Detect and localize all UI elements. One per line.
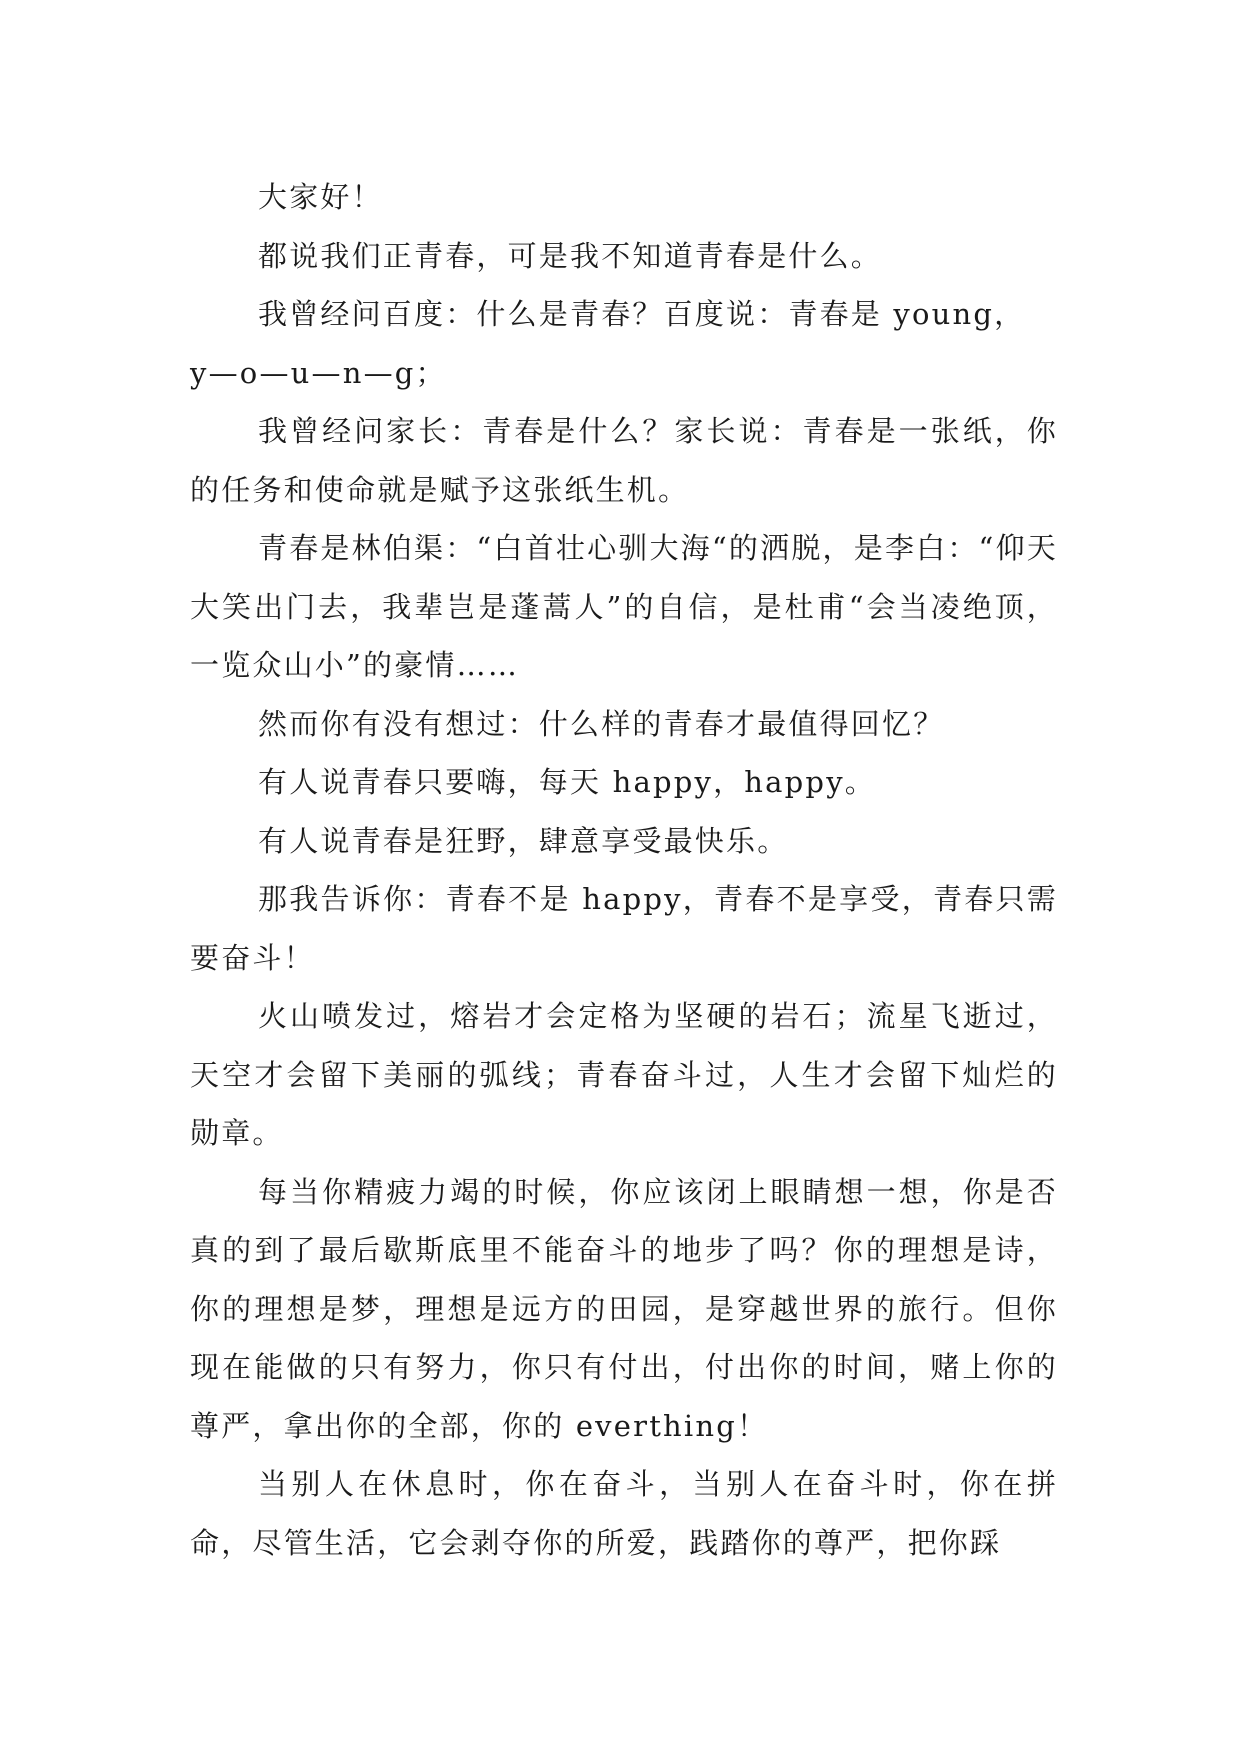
paragraph-3: 我曾经问百度：什么是青春？百度说：青春是 young， bbox=[258, 297, 1026, 331]
paragraph-12: 当别人在休息时，你在奋斗，当别人在奋斗时，你在拼命，尽管生活，它会剥夺你的所爱，践踏你的尊严，把你踩 bbox=[190, 1467, 1058, 1560]
paragraph-9: 那我告诉你：青春不是 happy，青春不是享受，青春只需要奋斗！ bbox=[190, 882, 1058, 975]
paragraph-8: 有人说青春是狂野，肆意享受最快乐。 bbox=[258, 823, 789, 858]
paragraph-10: 火山喷发过，熔岩才会定格为坚硬的岩石；流星飞逝过，天空才会留下美丽的弧线；青春奋斗过，人生才会留下灿烂的勋章。 bbox=[190, 999, 1058, 1150]
paragraph-7: 有人说青春只要嗨，每天 happy，happy。 bbox=[258, 765, 876, 799]
paragraph-5: 青春是林伯渠：“白首壮心驯大海“的洒脱，是李白：“仰天大笑出门去，我辈岂是蓬蒿人”的自信，是杜甫“会当凌绝顶，一览众山小”的豪情…… bbox=[190, 531, 1058, 682]
paragraph-1: 大家好！ bbox=[258, 180, 383, 214]
paragraph-3-continuation: y—o—u—n—g； bbox=[190, 355, 447, 390]
document-body bbox=[190, 168, 1058, 1572]
paragraph-11: 每当你精疲力竭的时候，你应该闭上眼睛想一想，你是否真的到了最后歇斯底里不能奋斗的地步了吗？你的理想是诗，你的理想是梦，理想是远方的田园，是穿越世界的旅行。但你现在能做的只有努力，你只有付出，付出你的时间，赌上你的尊严，拿出你的全部，你的 everthing！ bbox=[190, 1174, 1058, 1443]
paragraph-4: 我曾经问家长：青春是什么？家长说：青春是一张纸，你的任务和使命就是赋予这张纸生机。 bbox=[190, 414, 1058, 507]
paragraph-6: 然而你有没有想过：什么样的青春才最值得回忆？ bbox=[258, 706, 945, 741]
paragraph-2: 都说我们正青春，可是我不知道青春是什么。 bbox=[258, 238, 883, 273]
